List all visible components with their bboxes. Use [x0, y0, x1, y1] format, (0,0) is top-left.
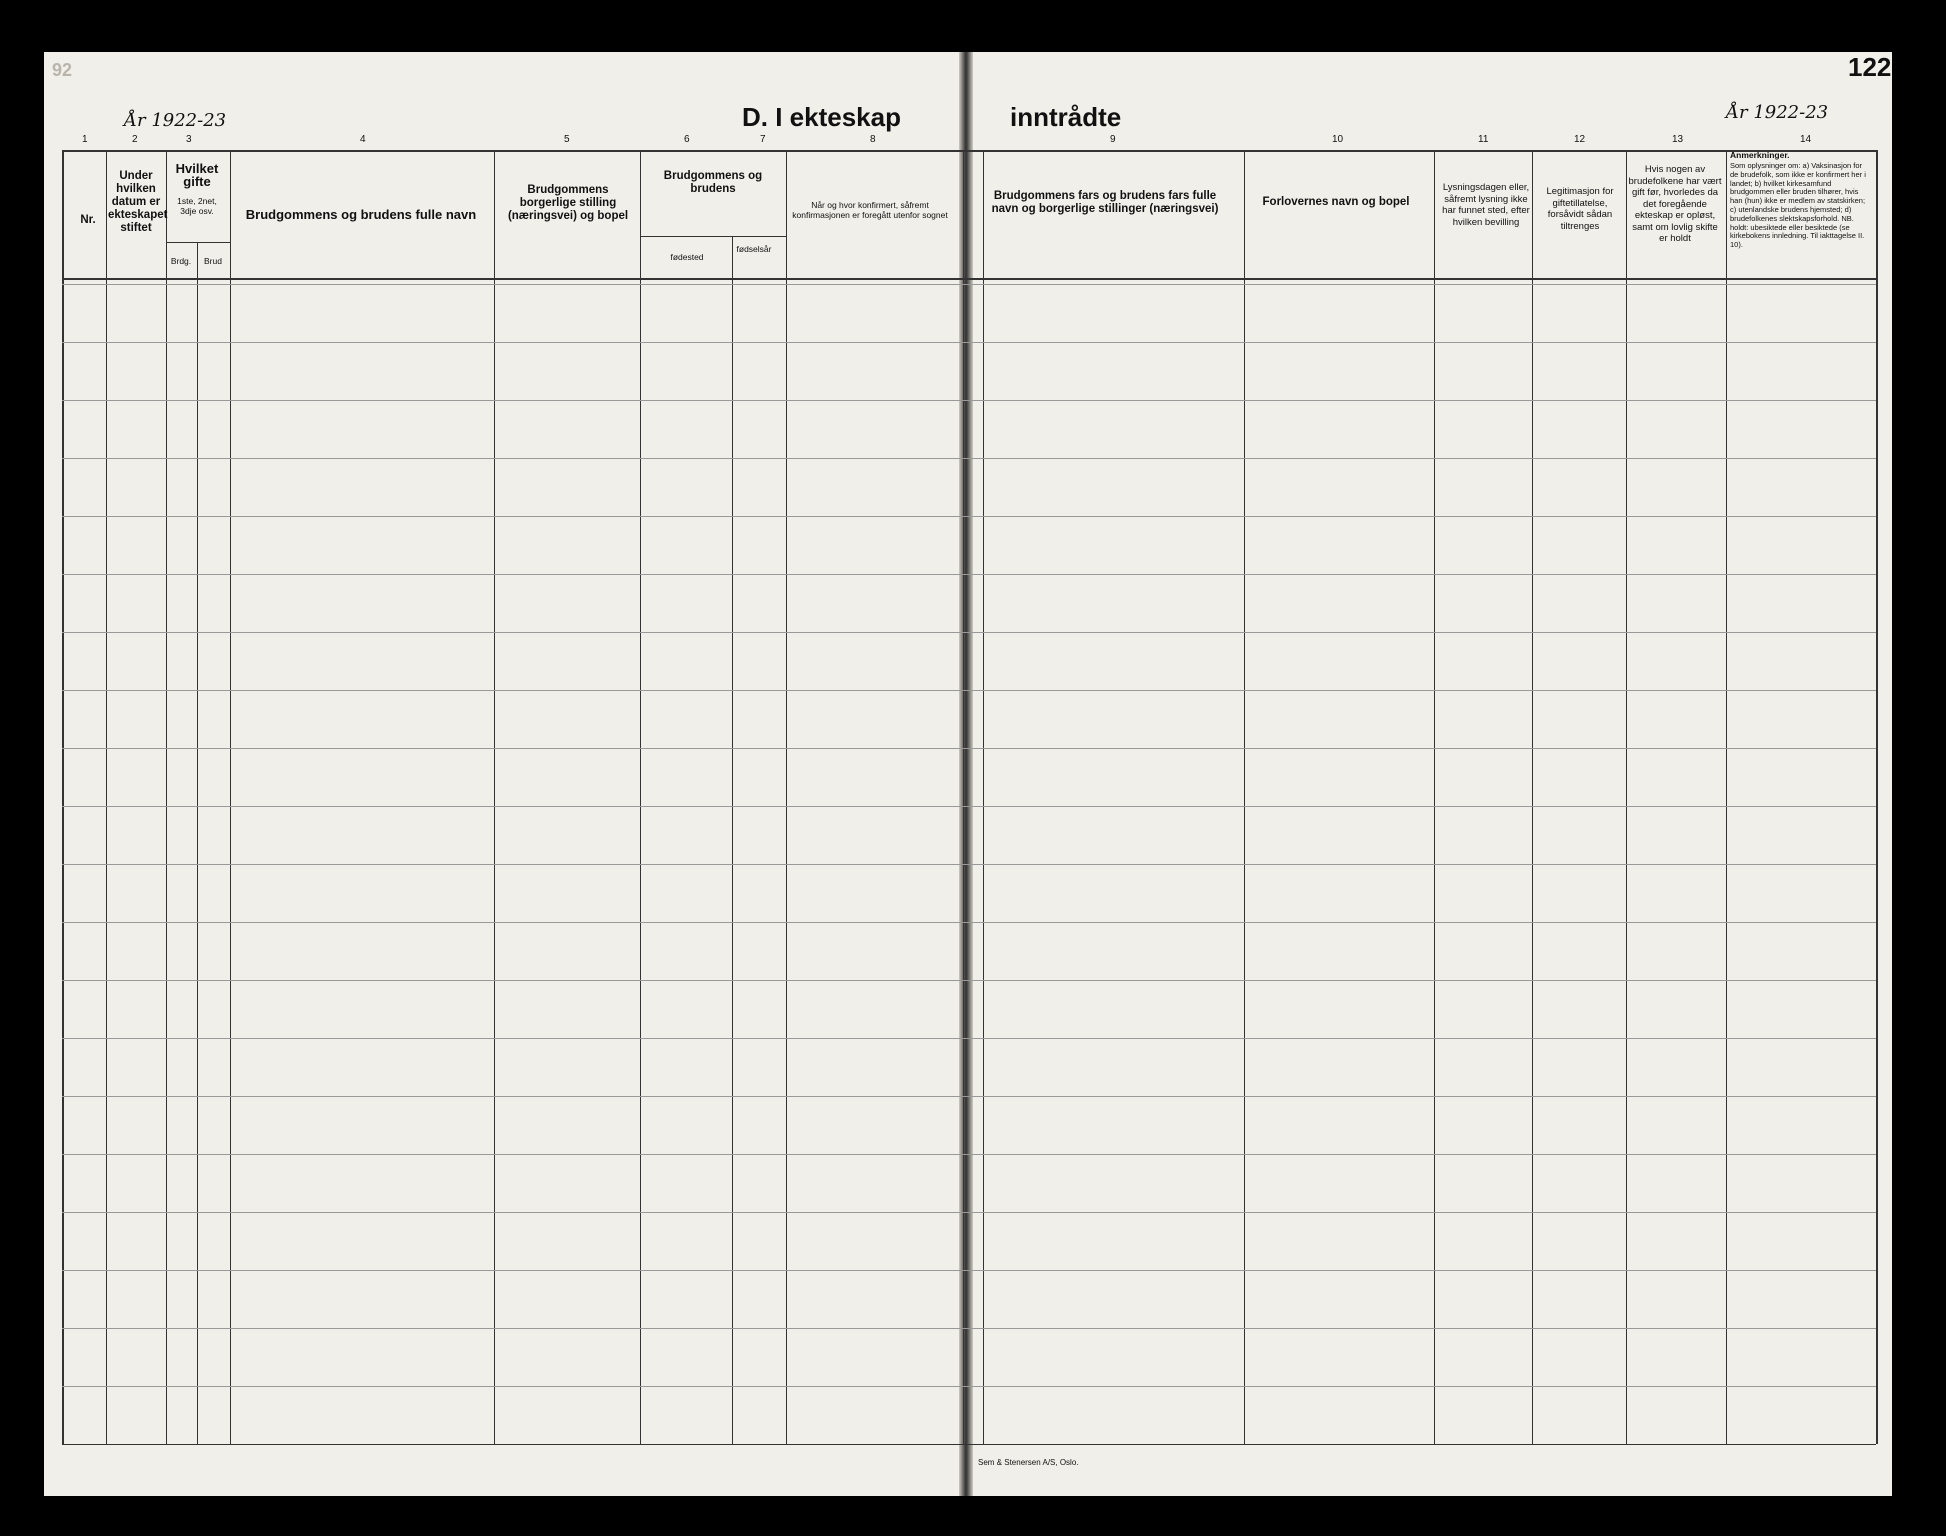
header-witnesses: Forlovernes navn og bopel	[1262, 196, 1410, 208]
year-left: År 1922-23	[124, 110, 227, 131]
column-number: 7	[760, 134, 766, 145]
grid-line	[640, 236, 786, 237]
grid-line	[62, 150, 1876, 152]
grid-line	[1626, 150, 1627, 1444]
grid-line	[62, 864, 1876, 865]
column-number: 8	[870, 134, 876, 145]
header-banns: Lysningsdagen eller, såfremt lysning ikke har funnet sted, efter hvilken bevilling	[1442, 182, 1530, 228]
grid-line	[1244, 150, 1245, 1444]
header-married: Hvilket gifte	[175, 161, 219, 189]
column-number: 2	[132, 134, 138, 145]
column-number: 9	[1110, 134, 1116, 145]
header-brud: Brud	[204, 256, 222, 266]
grid-line	[62, 1270, 1876, 1271]
grid-line	[62, 748, 1876, 749]
header-confirmed: Når og hvor konfirmert, såfremt konfirmasjonen er foregått utenfor sognet	[792, 200, 948, 220]
column-number: 6	[684, 134, 690, 145]
grid-line	[62, 1038, 1876, 1039]
column-number: 11	[1478, 134, 1489, 145]
grid-line	[62, 1386, 1876, 1387]
faint-mark: 92	[52, 60, 73, 80]
grid-line	[62, 632, 1876, 633]
grid-line	[62, 1154, 1876, 1155]
header-remarks-text: Som oplysninger om: a) Vaksinasjon for de brudefolk, som ikke er konfirmert her i landet; b) hvilket kirkesamfund brudgommen eller bruden tilhører, hvis han (hun) ikke er medlem av statskirken; c) utenlandske brudens hjemsted; d) brudefolkenes slektskapsforhold. NB. holdt: ubesiktede eller besiktede (se kirkebokens innledning. Til iakttagelse II. 10).	[1730, 161, 1866, 250]
header-born-year: fødselsår	[736, 244, 772, 254]
grid-line	[62, 150, 64, 1444]
header-prev: Hvis nogen av brudefolkene har vært gift før, hvorledes da det foregående ekteskap er opløst, samt om lovlig skifte er holdt	[1628, 164, 1722, 244]
grid-line	[494, 150, 495, 1444]
right-page	[968, 52, 1892, 1496]
grid-line	[62, 1444, 1876, 1445]
grid-line	[62, 1212, 1876, 1213]
grid-line	[62, 1328, 1876, 1329]
header-remarks-title: Anmerkninger.	[1730, 150, 1790, 160]
column-number: 5	[564, 134, 570, 145]
header-names: Brudgommens og brudens fulle navn	[245, 207, 477, 222]
header-brdg: Brdg.	[170, 256, 192, 266]
header-born: Brudgommens og brudens	[663, 170, 763, 195]
page-number: 122	[1848, 52, 1892, 82]
grid-line	[62, 342, 1876, 343]
grid-line	[1876, 150, 1878, 1444]
grid-line	[1434, 150, 1435, 1444]
grid-line	[62, 806, 1876, 807]
column-number: 10	[1332, 134, 1344, 145]
year-right: År 1922-23	[1726, 102, 1829, 123]
header-legit: Legitimasjon for giftetillatelse, forsåvidt sådan tiltrenges	[1546, 186, 1614, 232]
grid-line	[166, 150, 167, 1444]
grid-line	[106, 150, 107, 1444]
grid-line	[197, 242, 198, 1444]
grid-line	[786, 150, 787, 1444]
grid-line	[62, 284, 1876, 285]
grid-line	[62, 922, 1876, 923]
column-number: 3	[186, 134, 192, 145]
title-left: D. I ekteskap	[742, 102, 901, 132]
header-occupation: Brudgommens borgerlige stilling (næringsvei) og bopel	[507, 184, 629, 222]
header-date: Under hvilken datum er ekteskapet stiftet	[108, 170, 168, 234]
left-page	[44, 52, 963, 1496]
grid-line	[166, 242, 230, 243]
header-born-place: fødested	[670, 252, 704, 262]
column-number: 14	[1800, 134, 1812, 145]
title-right: inntrådte	[1010, 102, 1122, 132]
grid-line	[62, 980, 1876, 981]
printer-imprint: Sem & Stenersen A/S, Oslo.	[978, 1458, 1079, 1467]
grid-line	[230, 150, 231, 1444]
grid-line	[62, 690, 1876, 691]
header-fathers: Brudgommens fars og brudens fars fulle navn og borgerlige stillinger (næringsvei)	[991, 190, 1219, 215]
column-number: 1	[82, 134, 88, 145]
header-married-sub: 1ste, 2net, 3dje osv.	[177, 196, 217, 216]
column-number: 12	[1574, 134, 1586, 145]
grid-line	[62, 278, 1876, 280]
grid-line	[983, 150, 984, 1444]
grid-line	[62, 516, 1876, 517]
grid-line	[963, 150, 964, 1444]
grid-line	[1532, 150, 1533, 1444]
book-fold	[959, 52, 973, 1496]
grid-line	[62, 574, 1876, 575]
grid-line	[62, 458, 1876, 459]
grid-line	[62, 400, 1876, 401]
grid-line	[640, 150, 641, 1444]
column-number: 13	[1672, 134, 1684, 145]
grid-line	[1726, 150, 1727, 1444]
header-nr: Nr.	[80, 214, 96, 226]
grid-line	[732, 236, 733, 1444]
grid-line	[62, 1096, 1876, 1097]
column-number: 4	[360, 134, 366, 145]
